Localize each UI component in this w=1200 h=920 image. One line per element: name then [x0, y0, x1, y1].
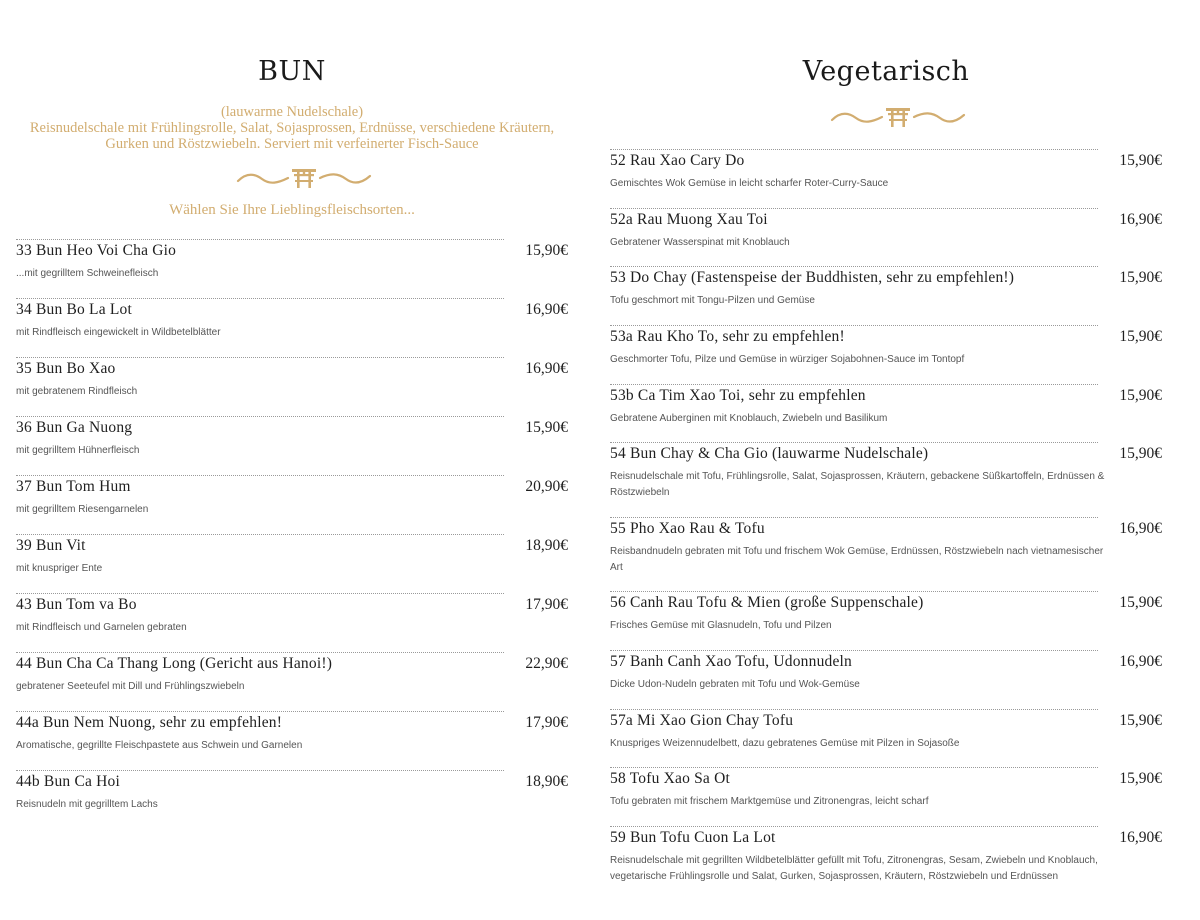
bun-intro-line: Reisnudelschale mit Frühlingsrolle, Salat, Sojasprossen, Erdnüsse, verschiedene Kräutern, [29, 120, 555, 136]
item-description: Dicke Udon-Nudeln gebraten mit Tofu und Wok-Gemüse [610, 679, 860, 690]
item-name: 54 Bun Chay & Cha Gio (lauwarme Nudelschale) [610, 445, 929, 462]
item-price: 18,90€ [525, 773, 568, 790]
item-description: Frisches Gemüse mit Glasnudeln, Tofu und Pilzen [610, 620, 832, 631]
item-description: Reisnudeln mit gegrilltem Lachs [16, 799, 158, 810]
item-price: 15,90€ [1119, 269, 1162, 286]
item-description: mit gebratenem Rindfleisch [16, 386, 138, 397]
bun-intro [16, 104, 568, 152]
menu-item [610, 266, 1162, 325]
item-name: 39 Bun Vit [16, 537, 86, 554]
item-price: 15,90€ [525, 419, 568, 436]
item-name: 37 Bun Tom Hum [16, 478, 131, 495]
item-name: 53a Rau Kho To, sehr zu empfehlen! [610, 328, 845, 345]
item-name: 53b Ca Tim Xao Toi, sehr zu empfehlen [610, 387, 866, 404]
item-price: 16,90€ [1119, 211, 1162, 228]
bun-item-list [16, 239, 568, 829]
menu-item [610, 709, 1162, 767]
bun-title: BUN [258, 56, 326, 87]
item-name: 58 Tofu Xao Sa Ot [610, 770, 730, 787]
item-description: Tofu gebraten mit frischem Marktgemüse und Zitronengras, leicht scharf [610, 796, 929, 807]
item-price: 16,90€ [1119, 653, 1162, 670]
item-description: Tofu geschmort mit Tongu-Pilzen und Gemüse [610, 295, 815, 306]
torii-ornament-icon [234, 167, 374, 189]
item-price: 15,90€ [1119, 152, 1162, 169]
item-price: 15,90€ [1119, 594, 1162, 611]
item-description: mit gegrilltem Riesengarnelen [16, 504, 149, 515]
item-name: 44b Bun Ca Hoi [16, 773, 120, 790]
torii-ornament-icon [828, 106, 968, 128]
menu-item [16, 652, 568, 711]
vegetarian-item-list [610, 149, 1162, 890]
item-price: 16,90€ [525, 301, 568, 318]
menu-item [610, 208, 1162, 266]
item-name: 44 Bun Cha Ca Thang Long (Gericht aus Hanoi!) [16, 655, 333, 672]
menu-item [16, 239, 568, 298]
item-description: Knuspriges Weizennudelbett, dazu gebratenes Gemüse mit Pilzen in Sojasoße [610, 738, 960, 749]
item-description: Reisnudelschale mit gegrillten Wildbetelblätter gefüllt mit Tofu, Zitronengras, Sesam, Zwiebeln und Knoblauch, vegetarische Frühlingsrolle und Salat, Gurken, Sojasprossen, Kräutern, Röstzwiebeln und Erdnüssen [610, 855, 1098, 882]
item-description: mit gegrilltem Hühnerfleisch [16, 445, 140, 456]
menu-item [16, 357, 568, 416]
item-name: 43 Bun Tom va Bo [16, 596, 137, 613]
item-price: 17,90€ [525, 596, 568, 613]
item-description: ...mit gegrilltem Schweinefleisch [16, 268, 159, 279]
item-price: 16,90€ [1119, 520, 1162, 537]
item-price: 16,90€ [525, 360, 568, 377]
menu-item [610, 591, 1162, 650]
item-price: 15,90€ [1119, 712, 1162, 729]
menu-item [610, 650, 1162, 709]
menu-item [16, 298, 568, 357]
item-price: 15,90€ [1119, 770, 1162, 787]
item-price: 16,90€ [1119, 829, 1162, 846]
menu-item [16, 770, 568, 829]
item-price: 17,90€ [525, 714, 568, 731]
menu-item [610, 767, 1162, 826]
item-name: 56 Canh Rau Tofu & Mien (große Suppenschale) [610, 594, 924, 611]
menu-item [16, 711, 568, 770]
item-name: 52a Rau Muong Xau Toi [610, 211, 768, 228]
vegetarian-title: Vegetarisch [802, 56, 970, 87]
menu-item [610, 442, 1162, 517]
item-price: 22,90€ [525, 655, 568, 672]
menu-item [610, 517, 1162, 591]
menu-item [610, 325, 1162, 384]
item-description: Reisbandnudeln gebraten mit Tofu und frischem Wok Gemüse, Erdnüssen, Röstzwiebeln nach vietnamesischer Art [610, 546, 1104, 573]
item-description: Reisnudelschale mit Tofu, Frühlingsrolle, Salat, Sojasprossen, Kräutern, gebackene Süßkartoffeln, Erdnüssen & Röstzwiebeln [610, 471, 1105, 498]
item-price: 15,90€ [525, 242, 568, 259]
item-price: 18,90€ [525, 537, 568, 554]
item-description: Gemischtes Wok Gemüse in leicht scharfer Roter-Curry-Sauce [610, 178, 889, 189]
menu-item [16, 416, 568, 475]
item-name: 36 Bun Ga Nuong [16, 419, 133, 436]
item-price: 15,90€ [1119, 387, 1162, 404]
item-name: 35 Bun Bo Xao [16, 360, 116, 377]
item-name: 33 Bun Heo Voi Cha Gio [16, 242, 177, 259]
item-name: 44a Bun Nem Nuong, sehr zu empfehlen! [16, 714, 283, 731]
menu-item [610, 149, 1162, 208]
item-description: mit knuspriger Ente [16, 563, 103, 574]
item-name: 57a Mi Xao Gion Chay Tofu [610, 712, 794, 729]
item-name: 34 Bun Bo La Lot [16, 301, 132, 318]
item-name: 59 Bun Tofu Cuon La Lot [610, 829, 776, 846]
item-name: 57 Banh Canh Xao Tofu, Udonnudeln [610, 653, 853, 670]
item-price: 15,90€ [1119, 328, 1162, 345]
item-name: 52 Rau Xao Cary Do [610, 152, 745, 169]
item-description: Aromatische, gegrillte Fleischpastete aus Schwein und Garnelen [16, 740, 303, 751]
item-name: 55 Pho Xao Rau & Tofu [610, 520, 765, 537]
bun-pick-text: Wählen Sie Ihre Lieblingsfleischsorten... [169, 202, 415, 218]
menu-item [610, 826, 1162, 890]
menu-item [16, 534, 568, 593]
bun-intro-line: (lauwarme Nudelschale) [220, 104, 364, 120]
item-description: Gebratene Auberginen mit Knoblauch, Zwiebeln und Basilikum [610, 413, 888, 424]
item-description: gebratener Seeteufel mit Dill und Frühlingszwiebeln [16, 681, 245, 692]
item-description: Gebratener Wasserspinat mit Knoblauch [610, 237, 790, 248]
item-description: mit Rindfleisch und Garnelen gebraten [16, 622, 187, 633]
menu-item [16, 593, 568, 652]
item-price: 15,90€ [1119, 445, 1162, 462]
item-description: Geschmorter Tofu, Pilze und Gemüse in würziger Sojabohnen-Sauce im Tontopf [610, 354, 965, 365]
bun-intro-line: Gurken und Röstzwiebeln. Serviert mit verfeinerter Fisch-Sauce [105, 136, 479, 152]
item-name: 53 Do Chay (Fastenspeise der Buddhisten, sehr zu empfehlen!) [610, 269, 1015, 286]
menu-item [16, 475, 568, 534]
item-price: 20,90€ [525, 478, 568, 495]
item-description: mit Rindfleisch eingewickelt in Wildbetelblätter [16, 327, 221, 338]
menu-item [610, 384, 1162, 442]
